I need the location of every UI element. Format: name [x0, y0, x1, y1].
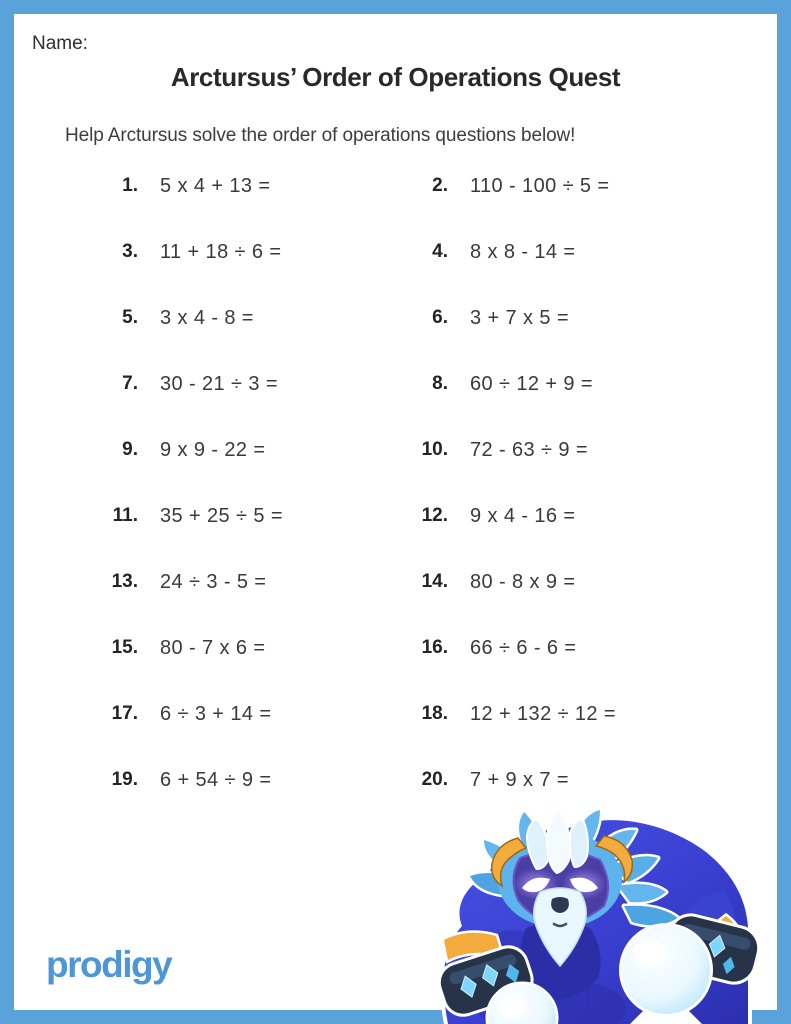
question-number: 20. [421, 769, 448, 790]
question-expression: 66 ÷ 6 - 6 = [470, 636, 577, 659]
question-expression: 60 ÷ 12 + 9 = [470, 372, 593, 395]
question-item [90, 175, 400, 198]
question-item [90, 703, 400, 726]
bear-forelock [528, 810, 587, 872]
question-number: 9. [122, 439, 138, 460]
question-number: 5. [122, 307, 138, 328]
question-item [400, 505, 710, 528]
question-expression: 3 x 4 - 8 = [160, 306, 254, 329]
question-item [400, 571, 710, 594]
question-expression: 110 - 100 ÷ 5 = [470, 174, 610, 197]
question-expression: 80 - 8 x 9 = [470, 570, 576, 593]
question-expression: 72 - 63 ÷ 9 = [470, 438, 588, 461]
question-item [400, 703, 710, 726]
question-expression: 9 x 9 - 22 = [160, 438, 266, 461]
question-item [90, 307, 400, 330]
question-number: 18. [421, 703, 448, 724]
question-item [400, 769, 710, 792]
question-expression: 6 + 54 ÷ 9 = [160, 768, 272, 791]
question-expression: 80 - 7 x 6 = [160, 636, 266, 659]
question-item [90, 637, 400, 660]
question-expression: 30 - 21 ÷ 3 = [160, 372, 278, 395]
question-number: 17. [111, 703, 138, 724]
question-expression: 5 x 4 + 13 = [160, 174, 271, 197]
question-item [400, 373, 710, 396]
questions-grid [90, 153, 710, 813]
question-number: 19. [111, 769, 138, 790]
question-item [90, 373, 400, 396]
question-item [400, 637, 710, 660]
question-number: 7. [122, 373, 138, 394]
question-expression: 7 + 9 x 7 = [470, 768, 569, 791]
question-expression: 8 x 8 - 14 = [470, 240, 576, 263]
question-expression: 24 ÷ 3 - 5 = [160, 570, 267, 593]
question-expression: 9 x 4 - 16 = [470, 504, 576, 527]
question-number: 13. [111, 571, 138, 592]
question-item [90, 769, 400, 792]
question-number: 12. [421, 505, 448, 526]
question-item [90, 505, 400, 528]
question-number: 15. [111, 637, 138, 658]
question-number: 4. [432, 241, 448, 262]
name-label: Name: [32, 33, 88, 54]
bear-right-orb [622, 926, 710, 1014]
worksheet-title: Arctursus’ Order of Operations Quest [170, 62, 621, 92]
question-number: 14. [421, 571, 448, 592]
instructions-text: Help Arctursus solve the order of operations questions below! [65, 125, 576, 146]
question-item [90, 241, 400, 264]
question-item [90, 571, 400, 594]
question-number: 8. [432, 373, 448, 394]
question-number: 2. [432, 175, 448, 196]
question-number: 11. [112, 505, 138, 526]
question-item [90, 439, 400, 462]
question-item [400, 175, 710, 198]
question-expression: 35 + 25 ÷ 5 = [160, 504, 283, 527]
question-number: 10. [421, 439, 448, 460]
prodigy-logo: prodigy [46, 944, 172, 985]
question-expression: 3 + 7 x 5 = [470, 306, 569, 329]
question-number: 3. [122, 241, 138, 262]
question-expression: 12 + 132 ÷ 12 = [470, 702, 616, 725]
question-item [400, 241, 710, 264]
question-number: 6. [432, 307, 448, 328]
question-number: 16. [421, 637, 448, 658]
question-item [400, 307, 710, 330]
question-number: 1. [122, 175, 138, 196]
question-expression: 11 + 18 ÷ 6 = [160, 240, 282, 263]
arctursus-illustration [426, 800, 758, 1024]
question-expression: 6 ÷ 3 + 14 = [160, 702, 272, 725]
question-item [400, 439, 710, 462]
